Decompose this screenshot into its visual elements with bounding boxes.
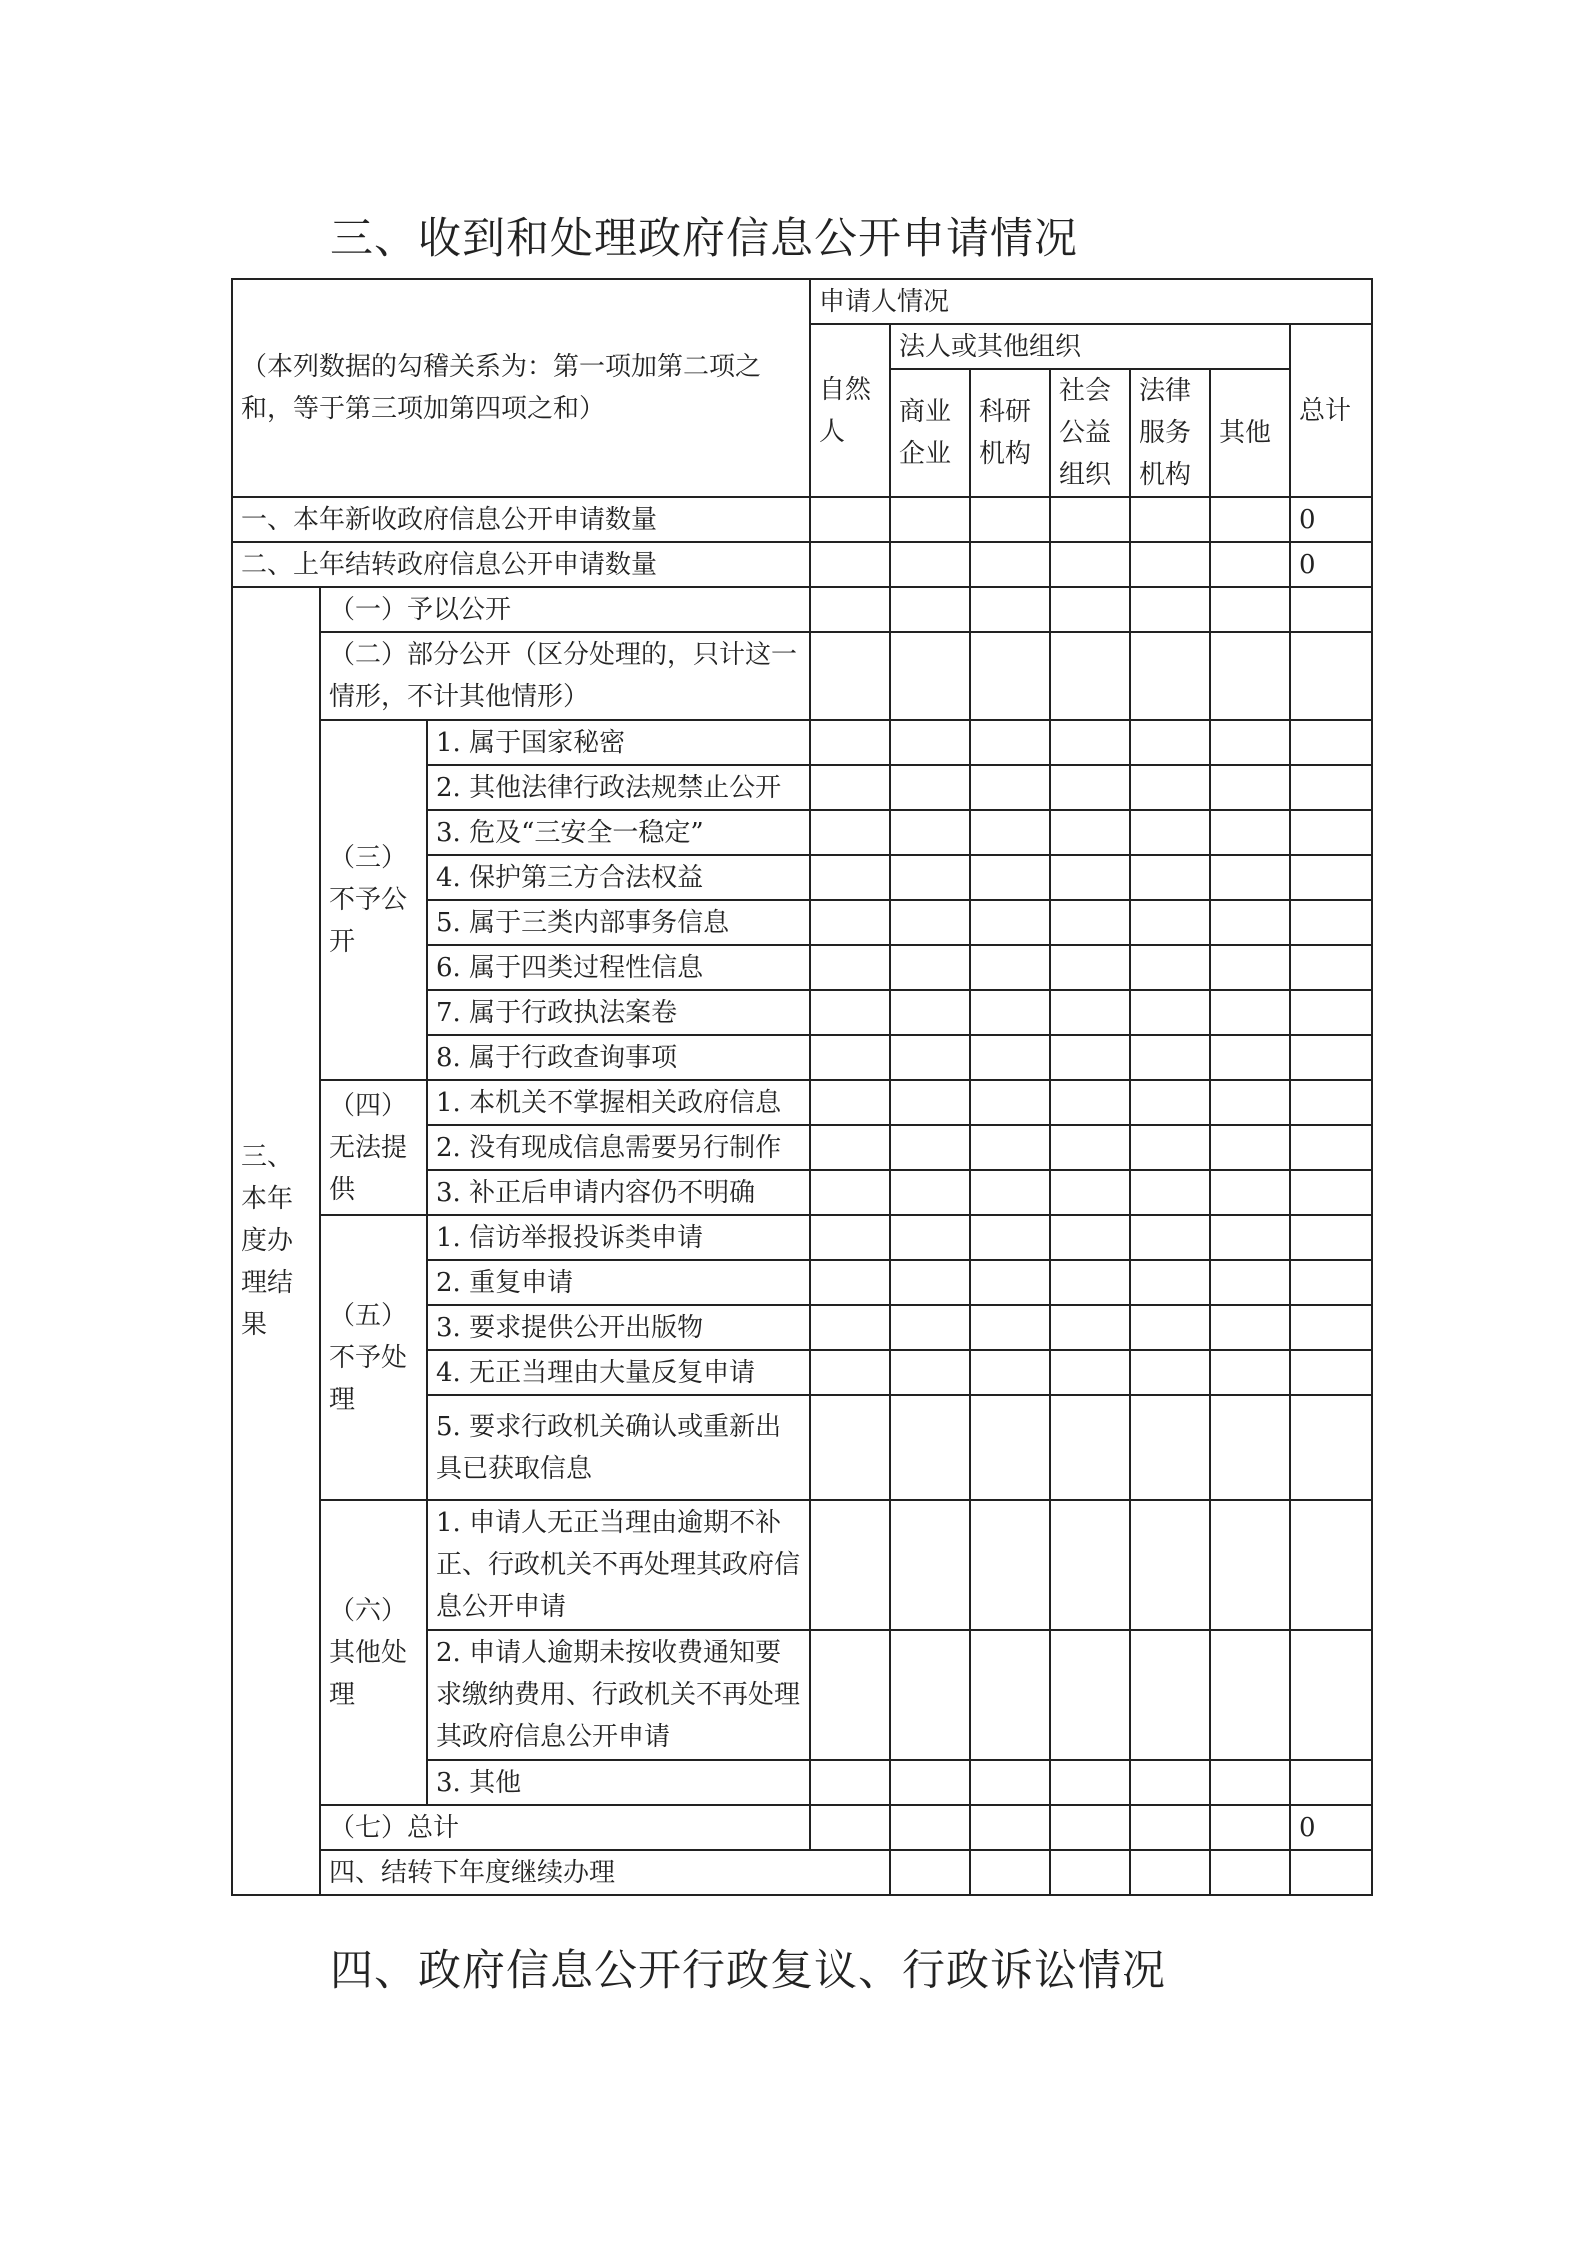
table-cell xyxy=(970,900,1050,945)
g5-label: （五）不予处理 xyxy=(320,1215,427,1500)
table-cell xyxy=(1130,587,1210,632)
table-cell xyxy=(1130,1080,1210,1125)
table-cell xyxy=(890,810,970,855)
table-cell xyxy=(890,1350,970,1395)
g5-item: 5. 要求行政机关确认或重新出具已获取信息 xyxy=(427,1395,810,1500)
applicant-header: 申请人情况 xyxy=(810,279,1372,324)
table-cell xyxy=(1210,810,1290,855)
table-cell xyxy=(1210,497,1290,542)
table-cell xyxy=(1050,587,1130,632)
table-cell xyxy=(810,1630,890,1760)
table-cell xyxy=(1210,855,1290,900)
table-cell xyxy=(970,632,1050,720)
section-3-title: 三、收到和处理政府信息公开申请情况 xyxy=(330,214,1078,264)
table-cell xyxy=(1290,1170,1372,1215)
table-cell xyxy=(970,1125,1050,1170)
table-cell xyxy=(1290,1630,1372,1760)
table-cell xyxy=(810,542,890,587)
table-cell xyxy=(1130,990,1210,1035)
table-cell xyxy=(810,1125,890,1170)
table-cell xyxy=(1210,587,1290,632)
table-cell xyxy=(1130,720,1210,765)
table-cell xyxy=(1050,1850,1130,1895)
table-cell xyxy=(890,1395,970,1500)
table-cell xyxy=(810,855,890,900)
table-cell xyxy=(1210,1630,1290,1760)
table-cell xyxy=(1050,542,1130,587)
table-cell xyxy=(1290,1305,1372,1350)
table-cell xyxy=(1290,900,1372,945)
table-cell xyxy=(890,900,970,945)
table-cell xyxy=(810,900,890,945)
table-cell xyxy=(1050,1035,1130,1080)
g3-item: 3. 危及“三安全一稳定” xyxy=(427,810,810,855)
table-cell xyxy=(1130,1170,1210,1215)
table-cell xyxy=(1210,1080,1290,1125)
table-cell xyxy=(1050,1260,1130,1305)
table-cell xyxy=(1210,1125,1290,1170)
row-new-requests-label: 一、本年新收政府信息公开申请数量 xyxy=(232,497,810,542)
table-cell xyxy=(1290,1125,1372,1170)
table-cell xyxy=(970,810,1050,855)
table-cell xyxy=(970,855,1050,900)
g5-item: 3. 要求提供公开出版物 xyxy=(427,1305,810,1350)
col-legal-service: 法律服务机构 xyxy=(1130,369,1210,497)
table-cell xyxy=(1130,1350,1210,1395)
table-cell xyxy=(970,1350,1050,1395)
table-cell xyxy=(1290,1035,1372,1080)
table-cell xyxy=(1050,1170,1130,1215)
table-cell xyxy=(1210,1035,1290,1080)
table-cell xyxy=(970,720,1050,765)
table-cell xyxy=(1130,542,1210,587)
table-cell xyxy=(810,1395,890,1500)
table-cell xyxy=(890,1260,970,1305)
table-cell xyxy=(890,1630,970,1760)
g3-label: （三）不予公开 xyxy=(320,720,427,1080)
table-cell xyxy=(1050,1215,1130,1260)
table-cell xyxy=(970,497,1050,542)
g3-item: 6. 属于四类过程性信息 xyxy=(427,945,810,990)
g3-item: 8. 属于行政查询事项 xyxy=(427,1035,810,1080)
table-cell xyxy=(890,720,970,765)
table-cell xyxy=(1290,720,1372,765)
table-cell xyxy=(970,1080,1050,1125)
table-cell xyxy=(1130,1215,1210,1260)
table-cell xyxy=(1050,900,1130,945)
g3-item: 1. 属于国家秘密 xyxy=(427,720,810,765)
table-cell xyxy=(1210,900,1290,945)
table-cell xyxy=(1130,632,1210,720)
table-cell xyxy=(1210,1260,1290,1305)
g3-item: 2. 其他法律行政法规禁止公开 xyxy=(427,765,810,810)
table-cell xyxy=(1210,542,1290,587)
table-cell xyxy=(970,1305,1050,1350)
table-cell xyxy=(970,1215,1050,1260)
table-cell xyxy=(1210,1500,1290,1630)
table-cell xyxy=(1050,1305,1130,1350)
table-cell xyxy=(1290,632,1372,720)
table-cell xyxy=(970,945,1050,990)
table-cell xyxy=(810,990,890,1035)
table-cell xyxy=(810,1035,890,1080)
table-cell xyxy=(1290,1850,1372,1895)
g6-item: 2. 申请人逾期未按收费通知要求缴纳费用、行政机关不再处理其政府信息公开申请 xyxy=(427,1630,810,1760)
col-research: 科研机构 xyxy=(970,369,1050,497)
table-cell xyxy=(1050,945,1130,990)
table-cell xyxy=(970,1500,1050,1630)
table-cell xyxy=(890,1125,970,1170)
table-cell xyxy=(810,1170,890,1215)
g7-total: 0 xyxy=(1290,1805,1372,1850)
g5-item: 4. 无正当理由大量反复申请 xyxy=(427,1350,810,1395)
table-cell xyxy=(890,1305,970,1350)
table-cell xyxy=(970,542,1050,587)
table-cell xyxy=(970,1850,1050,1895)
table-cell xyxy=(890,1215,970,1260)
table-cell xyxy=(1050,810,1130,855)
table-cell xyxy=(810,810,890,855)
g4-label: （四）无法提供 xyxy=(320,1080,427,1215)
table-cell xyxy=(1050,497,1130,542)
table-cell xyxy=(1050,1080,1130,1125)
g4-item: 3. 补正后申请内容仍不明确 xyxy=(427,1170,810,1215)
table-cell xyxy=(970,1760,1050,1805)
table-cell xyxy=(1210,632,1290,720)
table-cell xyxy=(1130,945,1210,990)
row-next-year-label: 四、结转下年度继续办理 xyxy=(320,1850,890,1895)
table-cell xyxy=(970,1805,1050,1850)
table-cell xyxy=(1050,1125,1130,1170)
table-cell xyxy=(890,1805,970,1850)
table-cell xyxy=(1130,1395,1210,1500)
table-cell xyxy=(890,990,970,1035)
table-cell xyxy=(1210,1305,1290,1350)
table-cell xyxy=(1210,1805,1290,1850)
g3-item: 7. 属于行政执法案卷 xyxy=(427,990,810,1035)
g5-item: 1. 信访举报投诉类申请 xyxy=(427,1215,810,1260)
table-cell xyxy=(1290,810,1372,855)
table-cell xyxy=(810,1760,890,1805)
g7-label: （七）总计 xyxy=(320,1805,810,1850)
legal-entity-header: 法人或其他组织 xyxy=(890,324,1290,369)
table-cell xyxy=(970,1630,1050,1760)
table-cell xyxy=(1210,720,1290,765)
table-cell xyxy=(970,765,1050,810)
table-cell xyxy=(1050,1805,1130,1850)
g6-item: 3. 其他 xyxy=(427,1760,810,1805)
table-cell xyxy=(1130,810,1210,855)
table-cell xyxy=(810,765,890,810)
table-cell xyxy=(1290,1215,1372,1260)
table-cell xyxy=(810,1805,890,1850)
table-cell xyxy=(1210,1170,1290,1215)
table-cell xyxy=(1290,1080,1372,1125)
table-cell xyxy=(1130,855,1210,900)
table-cell xyxy=(810,497,890,542)
g5-item: 2. 重复申请 xyxy=(427,1260,810,1305)
g4-item: 1. 本机关不掌握相关政府信息 xyxy=(427,1080,810,1125)
g3-item: 5. 属于三类内部事务信息 xyxy=(427,900,810,945)
table-cell xyxy=(890,945,970,990)
table-cell xyxy=(890,587,970,632)
g4-item: 2. 没有现成信息需要另行制作 xyxy=(427,1125,810,1170)
table-cell xyxy=(1290,765,1372,810)
table-cell xyxy=(1130,497,1210,542)
table-cell xyxy=(810,632,890,720)
table-cell xyxy=(1130,1500,1210,1630)
table-cell xyxy=(1130,1035,1210,1080)
table-cell xyxy=(1210,1350,1290,1395)
table-cell xyxy=(890,1850,970,1895)
table-cell xyxy=(1210,1850,1290,1895)
table-cell xyxy=(890,542,970,587)
table-cell xyxy=(890,1080,970,1125)
table-cell xyxy=(890,1035,970,1080)
table-cell xyxy=(1050,855,1130,900)
row-carried-over-label: 二、上年结转政府信息公开申请数量 xyxy=(232,542,810,587)
section-3-results-label: 三、本年度办理结果 xyxy=(232,587,320,1895)
info-request-table xyxy=(231,278,1373,1896)
table-cell xyxy=(810,1260,890,1305)
g3-item: 4. 保护第三方合法权益 xyxy=(427,855,810,900)
section-4-title: 四、政府信息公开行政复议、行政诉讼情况 xyxy=(330,1946,1166,1996)
table-cell xyxy=(1050,1395,1130,1500)
table-cell xyxy=(1210,1395,1290,1500)
table-cell xyxy=(1290,1395,1372,1500)
col-social-welfare: 社会公益组织 xyxy=(1050,369,1130,497)
table-cell xyxy=(890,1500,970,1630)
table-cell xyxy=(1050,765,1130,810)
table-cell xyxy=(1290,1760,1372,1805)
table-cell xyxy=(810,1350,890,1395)
table-cell xyxy=(1130,1850,1210,1895)
table-cell xyxy=(810,720,890,765)
col-natural-person: 自然人 xyxy=(810,324,890,497)
table-cell xyxy=(1290,855,1372,900)
table-cell xyxy=(1290,990,1372,1035)
table-cell xyxy=(1210,1215,1290,1260)
table-cell xyxy=(1290,945,1372,990)
table-cell xyxy=(810,1500,890,1630)
g2-label: （二）部分公开（区分处理的，只计这一情形，不计其他情形） xyxy=(320,632,810,720)
table-cell xyxy=(1290,1500,1372,1630)
table-cell xyxy=(1130,1760,1210,1805)
table-cell xyxy=(970,587,1050,632)
table-note: （本列数据的勾稽关系为：第一项加第二项之和，等于第三项加第四项之和） xyxy=(232,279,810,497)
table-cell xyxy=(890,765,970,810)
table-cell xyxy=(1050,1500,1130,1630)
table-cell xyxy=(890,497,970,542)
table-cell xyxy=(1210,945,1290,990)
table-cell xyxy=(1130,1125,1210,1170)
table-cell xyxy=(810,587,890,632)
table-cell xyxy=(890,632,970,720)
col-business: 商业企业 xyxy=(890,369,970,497)
table-cell xyxy=(810,1215,890,1260)
table-cell xyxy=(1210,765,1290,810)
col-other: 其他 xyxy=(1210,369,1290,497)
table-cell xyxy=(1210,1760,1290,1805)
table-cell xyxy=(1130,1630,1210,1760)
g1-label: （一）予以公开 xyxy=(320,587,810,632)
table-cell xyxy=(1050,1760,1130,1805)
table-cell xyxy=(890,1760,970,1805)
table-cell xyxy=(1050,632,1130,720)
table-cell xyxy=(1290,1260,1372,1305)
row-new-requests-total: 0 xyxy=(1290,497,1372,542)
table-cell xyxy=(1130,1260,1210,1305)
table-cell xyxy=(970,1395,1050,1500)
table-cell xyxy=(1130,1805,1210,1850)
table-cell xyxy=(1050,990,1130,1035)
table-cell xyxy=(1290,587,1372,632)
table-cell xyxy=(810,945,890,990)
g6-label: （六）其他处理 xyxy=(320,1500,427,1805)
table-cell xyxy=(810,1305,890,1350)
table-cell xyxy=(970,1260,1050,1305)
table-cell xyxy=(970,990,1050,1035)
table-cell xyxy=(1050,1630,1130,1760)
table-cell xyxy=(1130,765,1210,810)
table-cell xyxy=(970,1035,1050,1080)
table-cell xyxy=(1130,900,1210,945)
table-cell xyxy=(1290,1350,1372,1395)
table-cell xyxy=(970,1170,1050,1215)
table-cell xyxy=(1130,1305,1210,1350)
table-cell xyxy=(810,1080,890,1125)
table-cell xyxy=(890,1170,970,1215)
table-cell xyxy=(1050,720,1130,765)
col-total: 总计 xyxy=(1290,324,1372,497)
table-cell xyxy=(1050,1350,1130,1395)
row-carried-over-total: 0 xyxy=(1290,542,1372,587)
g6-item: 1. 申请人无正当理由逾期不补正、行政机关不再处理其政府信息公开申请 xyxy=(427,1500,810,1630)
table-cell xyxy=(890,855,970,900)
table-cell xyxy=(1210,990,1290,1035)
